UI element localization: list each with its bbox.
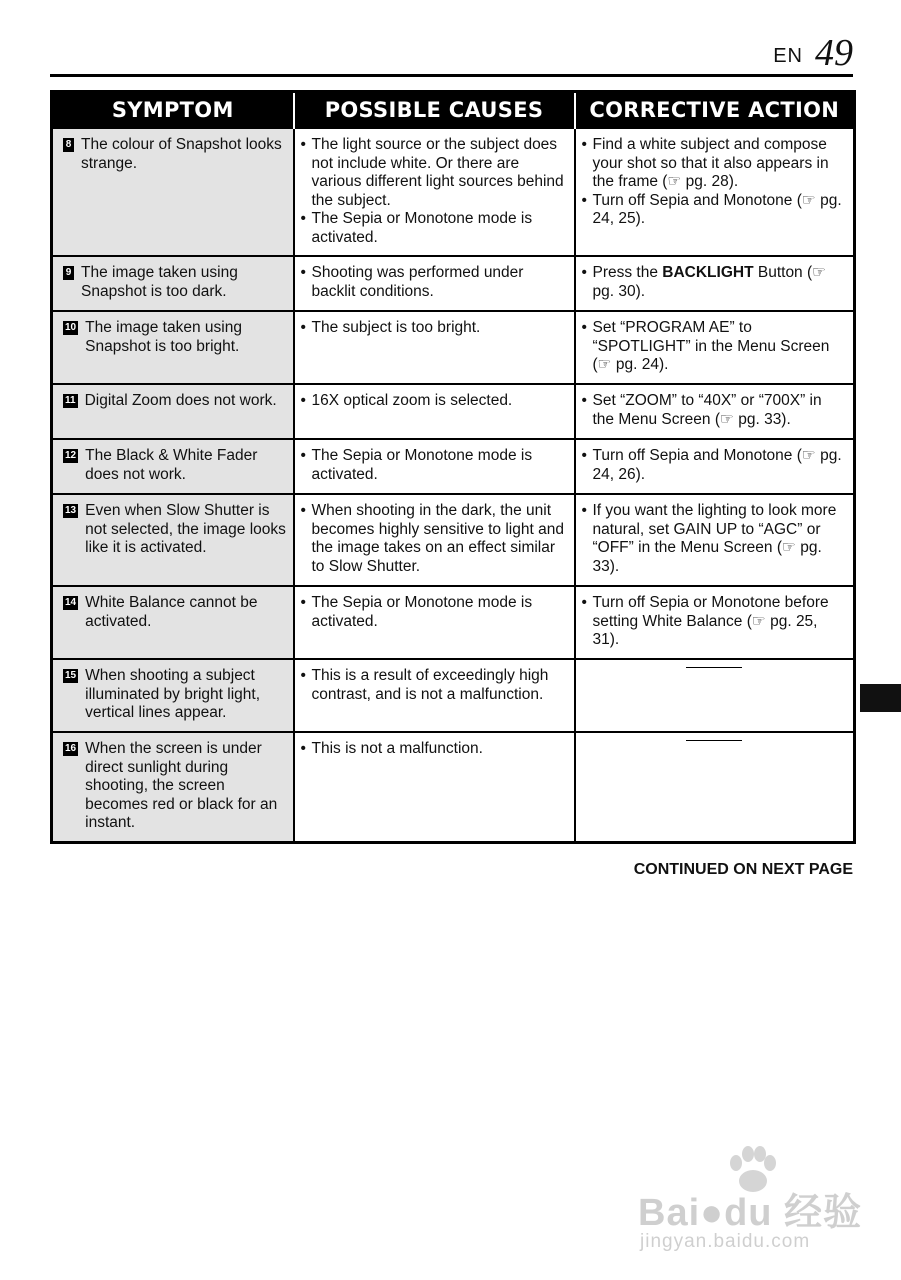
causes-cell bbox=[294, 384, 575, 439]
cause-item: • This is not a malfunction. bbox=[301, 740, 568, 759]
table-header-row bbox=[52, 92, 855, 129]
watermark bbox=[630, 1145, 870, 1275]
action-item: • Set “PROGRAM AE” to “SPOTLIGHT” in the Menu Screen (☞ pg. 24). bbox=[582, 319, 848, 375]
table-row bbox=[52, 586, 855, 659]
table-row bbox=[52, 439, 855, 494]
cause-item: • The subject is too bright. bbox=[301, 319, 568, 338]
action-item: • If you want the lighting to look more natural, set GAIN UP to “AGC” or “OFF” in the Menu Screen (☞ pg. 33). bbox=[582, 502, 848, 576]
cause-item: • The Sepia or Monotone mode is activated. bbox=[301, 447, 568, 484]
item-number-badge: 10 bbox=[65, 322, 77, 333]
action-cell bbox=[575, 384, 855, 439]
page-header bbox=[50, 30, 853, 77]
action-cell bbox=[575, 586, 855, 659]
causes-cell bbox=[294, 659, 575, 732]
symptom-text: The image taken using Snapshot is too bright. bbox=[85, 319, 242, 355]
cause-item: • Shooting was performed under backlit conditions. bbox=[301, 264, 568, 301]
cause-item: • When shooting in the dark, the unit becomes highly sensitive to light and the image takes on an effect similar to Slow Shutter. bbox=[301, 502, 568, 576]
causes-cell bbox=[294, 439, 575, 494]
symptom-cell bbox=[52, 659, 294, 732]
symptom-cell bbox=[52, 256, 294, 311]
causes-cell bbox=[294, 586, 575, 659]
backlight-button-label: BACKLIGHT bbox=[662, 264, 754, 281]
troubleshooting-table bbox=[50, 90, 856, 844]
no-action-dash bbox=[686, 667, 742, 668]
action-item: • Turn off Sepia and Monotone (☞ pg. 24, 26). bbox=[582, 447, 848, 484]
symptom-text: When the screen is under direct sunlight during shooting, the screen becomes red or black for an instant. bbox=[85, 740, 278, 831]
action-item: • Set “ZOOM” to “40X” or “700X” in the Menu Screen (☞ pg. 33). bbox=[582, 392, 848, 429]
action-item: • Turn off Sepia and Monotone (☞ pg. 24, 25). bbox=[582, 192, 848, 229]
symptom-text: Even when Slow Shutter is not selected, the image looks like it is activated. bbox=[85, 502, 286, 556]
action-cell bbox=[575, 494, 855, 586]
action-item bbox=[582, 264, 848, 301]
symptom-cell bbox=[52, 494, 294, 586]
table-row bbox=[52, 128, 855, 256]
section-tab-marker bbox=[860, 684, 901, 712]
cause-item: • The Sepia or Monotone mode is activated. bbox=[301, 594, 568, 631]
symptom-cell bbox=[52, 128, 294, 256]
action-cell bbox=[575, 128, 855, 256]
cause-item: • 16X optical zoom is selected. bbox=[301, 392, 568, 411]
action-text-pre: Press the bbox=[592, 264, 663, 281]
watermark-url: jingyan.baidu.com bbox=[640, 1231, 811, 1252]
symptom-cell bbox=[52, 439, 294, 494]
causes-cell bbox=[294, 494, 575, 586]
item-number-badge: 13 bbox=[65, 505, 77, 516]
cause-item: • This is a result of exceedingly high contrast, and is not a malfunction. bbox=[301, 667, 568, 704]
action-cell-empty bbox=[575, 732, 855, 842]
symptom-cell bbox=[52, 732, 294, 842]
language-label: EN bbox=[773, 45, 803, 67]
action-item: • Find a white subject and compose your shot so that it also appears in the frame (☞ pg. 28). bbox=[582, 136, 848, 192]
symptom-text: White Balance cannot be activated. bbox=[85, 594, 258, 630]
continued-notice: CONTINUED ON NEXT PAGE bbox=[633, 861, 853, 878]
table-row bbox=[52, 311, 855, 384]
table-row bbox=[52, 659, 855, 732]
item-number-badge: 16 bbox=[65, 743, 77, 754]
cause-item: • The Sepia or Monotone mode is activated. bbox=[301, 210, 568, 247]
symptom-cell bbox=[52, 586, 294, 659]
symptom-cell bbox=[52, 384, 294, 439]
item-number-badge: 12 bbox=[65, 450, 77, 461]
item-number-badge: 11 bbox=[65, 395, 76, 406]
action-cell bbox=[575, 439, 855, 494]
no-action-dash bbox=[686, 740, 742, 741]
symptom-cell bbox=[52, 311, 294, 384]
causes-cell bbox=[294, 311, 575, 384]
symptom-text: When shooting a subject illuminated by bright light, vertical lines appear. bbox=[85, 667, 261, 721]
action-cell-empty bbox=[575, 659, 855, 732]
table-row bbox=[52, 494, 855, 586]
item-number-badge: 14 bbox=[65, 597, 77, 608]
page-number: 49 bbox=[815, 32, 853, 74]
action-text-post: Button (☞ pg. 30). bbox=[592, 264, 827, 300]
action-cell bbox=[575, 256, 855, 311]
header-possible-causes: POSSIBLE CAUSES bbox=[294, 92, 575, 129]
causes-cell bbox=[294, 256, 575, 311]
action-item: • Turn off Sepia or Monotone before setting White Balance (☞ pg. 25, 31). bbox=[582, 594, 848, 650]
table-row bbox=[52, 732, 855, 842]
item-number-badge: 9 bbox=[63, 266, 74, 280]
action-cell bbox=[575, 311, 855, 384]
causes-cell bbox=[294, 732, 575, 842]
symptom-text: The image taken using Snapshot is too dark. bbox=[81, 264, 238, 300]
item-number-badge: 8 bbox=[63, 138, 74, 152]
symptom-text: The Black & White Fader does not work. bbox=[85, 447, 258, 483]
table-row bbox=[52, 256, 855, 311]
cause-item: • The light source or the subject does not include white. Or there are various different light sources behind the subject. bbox=[301, 136, 568, 210]
symptom-text: The colour of Snapshot looks strange. bbox=[81, 136, 282, 172]
table-row bbox=[52, 384, 855, 439]
watermark-brand: Bai●du 经验 bbox=[638, 1192, 863, 1234]
header-symptom: SYMPTOM bbox=[52, 92, 294, 129]
causes-cell bbox=[294, 128, 575, 256]
symptom-text: Digital Zoom does not work. bbox=[84, 392, 277, 409]
header-corrective-action: CORRECTIVE ACTION bbox=[575, 92, 855, 129]
item-number-badge: 15 bbox=[65, 670, 77, 681]
